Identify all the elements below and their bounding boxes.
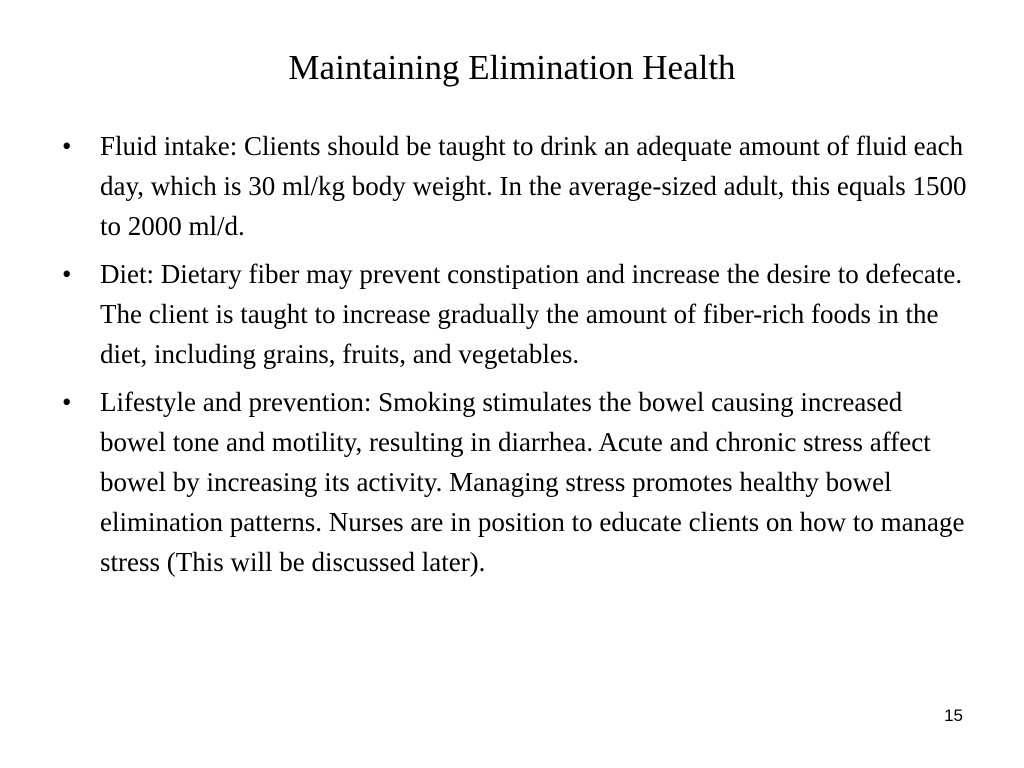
bullet-icon: • (62, 131, 72, 161)
slide-title: Maintaining Elimination Health (288, 48, 736, 87)
bullet-text: Diet: Dietary fiber may prevent constipation and increase the desire to defecate. The client is taught to increase gradually the amount of fiber-rich foods in the diet, including grains, fruits, and vegetables. (100, 259, 963, 369)
page-number: 15 (944, 706, 963, 725)
bullet-list (58, 126, 970, 590)
bullet-text: Lifestyle and prevention: Smoking stimulates the bowel causing increased bowel tone and motility, resulting in diarrhea. Acute and chronic stress affect bowel by increasing its activity. Managing stress promotes healthy bowel elimination patterns. Nurses are in position to educate clients on how to manage stress (This will be discussed later). (100, 387, 965, 577)
bullet-item-fluid-intake (58, 126, 970, 246)
bullet-item-diet (58, 254, 970, 374)
bullet-text: Fluid intake: Clients should be taught to drink an adequate amount of fluid each day, which is 30 ml/kg body weight. In the average-sized adult, this equals 1500 to 2000 ml/d. (100, 131, 967, 241)
bullet-icon: • (62, 259, 72, 289)
bullet-icon: • (62, 387, 72, 417)
bullet-item-lifestyle (58, 382, 970, 582)
